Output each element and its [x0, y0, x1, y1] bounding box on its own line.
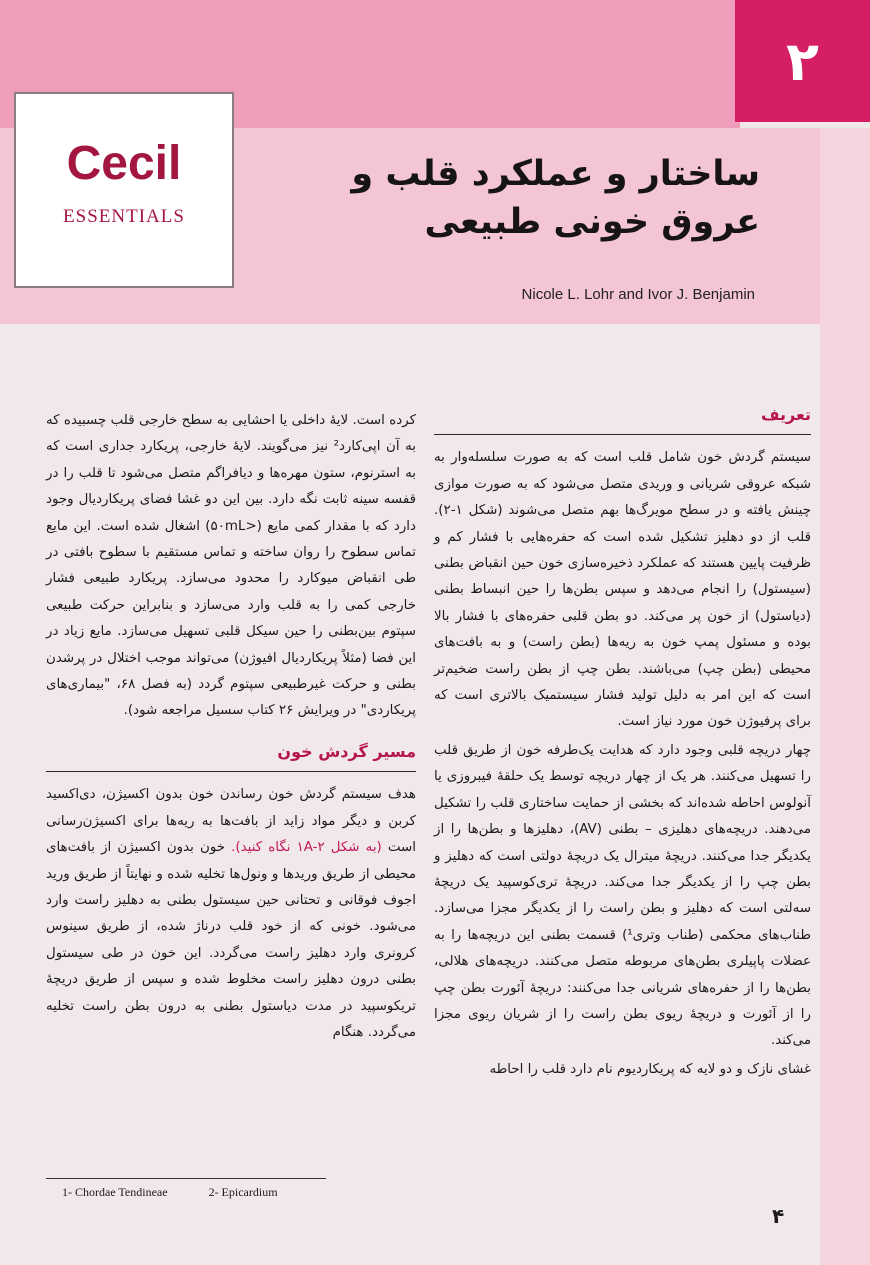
- figure-reference-link[interactable]: (به شکل ۱A-۲ نگاه کنید).: [231, 840, 382, 856]
- right-margin-strip: [820, 128, 870, 1265]
- chapter-authors: Nicole L. Lohr and Ivor J. Benjamin: [521, 286, 755, 303]
- section-heading-circulation: مسیر گردش خون: [46, 739, 416, 772]
- paragraph-blood-circulation: [46, 782, 416, 1046]
- circulation-text-end: خون بدون اکسیژن از بافت‌های محیطی از طریق وریدها و ونول‌ها تخلیه شده و نهایتاً از طریق ورید اجوف فوقانی و تحتانی حین سیستول بطنی به دهلیز راست وارد می‌شود. خونی که از خود قلب درناژ شده، از طریق سینوس کرونری وارد دهلیز راست می‌گردد. این خون در طی سیستول بطنی درون دهلیز راست مخلوط شده و سپس از طریق دریچهٔ تریکوسپید در مدت دیاستول بطنی به درون بطن راست تخلیه می‌گردد. هنگام: [46, 840, 416, 1040]
- paragraph-pericardium-cont: کرده است. لایهٔ داخلی یا احشایی به سطح خارجی قلب چسبیده که به آن اپی‌کارد² نیز می‌گویند. لایهٔ خارجی، پریکارد جداری است که به استرنوم، ستون مهره‌ها و دیافراگم متصل می‌شود تا قلب را در قفسه سینه ثابت نگه دارد. بین این دو غشا فضای پریکاردیال وجود دارد که با مقدار کمی مایع (<۵۰mL) اشغال شده است. این مایع تماس سطوح را روان ساخته و تماس مستقیم با سطوح بافتی در طی انقباض میوکارد را محدود می‌سازد. پریکارد طبیعی فشار خارجی کمی را به قلب وارد می‌سازد و بنابراین حرکت طبیعی سپتوم بین‌بطنی را حین سیکل قلبی تسهیل می‌سازد. مایع زیاد در این فضا (مثلاً پریکاردیال افیوژن) می‌تواند موجب اختلال در پرشدن بطنی و حرکت غیرطبیعی سپتوم گردد (به فصل ۶۸، "بیماری‌های پریکاردی" در ویرایش ۲۶ کتاب سسیل مراجعه شود).: [46, 413, 416, 719]
- page-number: ۴: [772, 1204, 785, 1228]
- paragraph-circulatory-system: سیستم گردش خون شامل قلب است که به صورت سلسله‌وار به شبکه عروقی شریانی و وریدی متصل می‌شود که به صورت موازی چینش یافته و در سطح مویرگ‌ها بهم متصل می‌شوند (شکل ۱-۲). قلب از دو دهلیز تشکیل شده است که حفره‌هایی با فشار کم و ظرفیت پایین هستند که عملکرد ذخیره‌سازی خون حین انقباض بطنی (سیستول) را انجام می‌دهد و سپس بطن‌ها را حین انبساط بطنی (دیاستول) از خون پر می‌کند. دو بطن قلبی حفره‌های با فشار بالا بوده و مسئول پمپ خون به ریه‌ها (بطن راست) و به بافت‌های محیطی (بطن چپ) می‌باشند. بطن چپ از بطن راست ضخیم‌تر است که این امر به دلیل تولید فشار سیستمیک بالاتری است که برای پرفیوژن خون مورد نیاز است.: [434, 450, 811, 730]
- section-heading-definition: تعریف: [434, 402, 811, 435]
- circulation-text-start: هدف سیستم گردش خون رساندن خون بدون اکسیژن، دی‌اکسید کربن و دیگر مواد زاید از بافت‌ها به ریه‌ها برای اکسیژن‌رسانی است: [46, 787, 416, 856]
- footnote-divider: [46, 1178, 326, 1179]
- footnotes: [62, 1185, 316, 1200]
- paragraph-pericardium-start: غشای نازک و دو لایه که پریکاردیوم نام دارد قلب را احاطه: [489, 1061, 811, 1077]
- left-column: [46, 408, 416, 1048]
- cecil-essentials-logo: [14, 92, 234, 288]
- paragraph-heart-valves: چهار دریچه قلبی وجود دارد که هدایت یک‌طرفه خون از طریق قلب را تسهیل می‌کنند. هر یک از چهار دریچه توسط یک حلقهٔ فیبروزی یا آنولوس احاطه شده‌اند که بخشی از حمایت ساختاری قلب را تشکیل می‌دهند. دریچه‌های دهلیزی – بطنی (AV)، دهلیزها و بطن‌ها را از یکدیگر جدا می‌کنند. دریچهٔ میترال یک دریچهٔ دولتی است که دهلیز و بطن چپ را از یکدیگر جدا می‌کند. دریچهٔ تری‌کوسپید یک دریچهٔ سه‌لتی است که دهلیز و بطن راست را از یکدیگر مجزا می‌سازد. طناب‌های محکمی (طناب وتری¹) قسمت بطنی این دریچه‌ها را به عضلات پاپیلری بطن‌های مربوطه متصل می‌کنند. دریچه‌های هلالی، بطن‌ها را از حفره‌های شریانی جدا می‌کنند: دریچهٔ آئورت بطن چپ را از آئورت و دریچهٔ ریوی بطن راست را از شریان ریوی مجزا می‌کند.: [434, 742, 811, 1049]
- chapter-number: ۲: [786, 29, 819, 93]
- footnote-1: 1- Chordae Tendineae: [62, 1185, 168, 1199]
- chapter-title: ساختار و عملکرد قلب و عروق خونی طبیعی: [351, 154, 760, 243]
- footnote-2: 2- Epicardium: [208, 1185, 278, 1199]
- logo-subtitle: ESSENTIALS: [63, 206, 185, 227]
- right-column: [434, 402, 811, 1085]
- logo-title: Cecil: [66, 137, 182, 190]
- chapter-number-box: [735, 0, 870, 122]
